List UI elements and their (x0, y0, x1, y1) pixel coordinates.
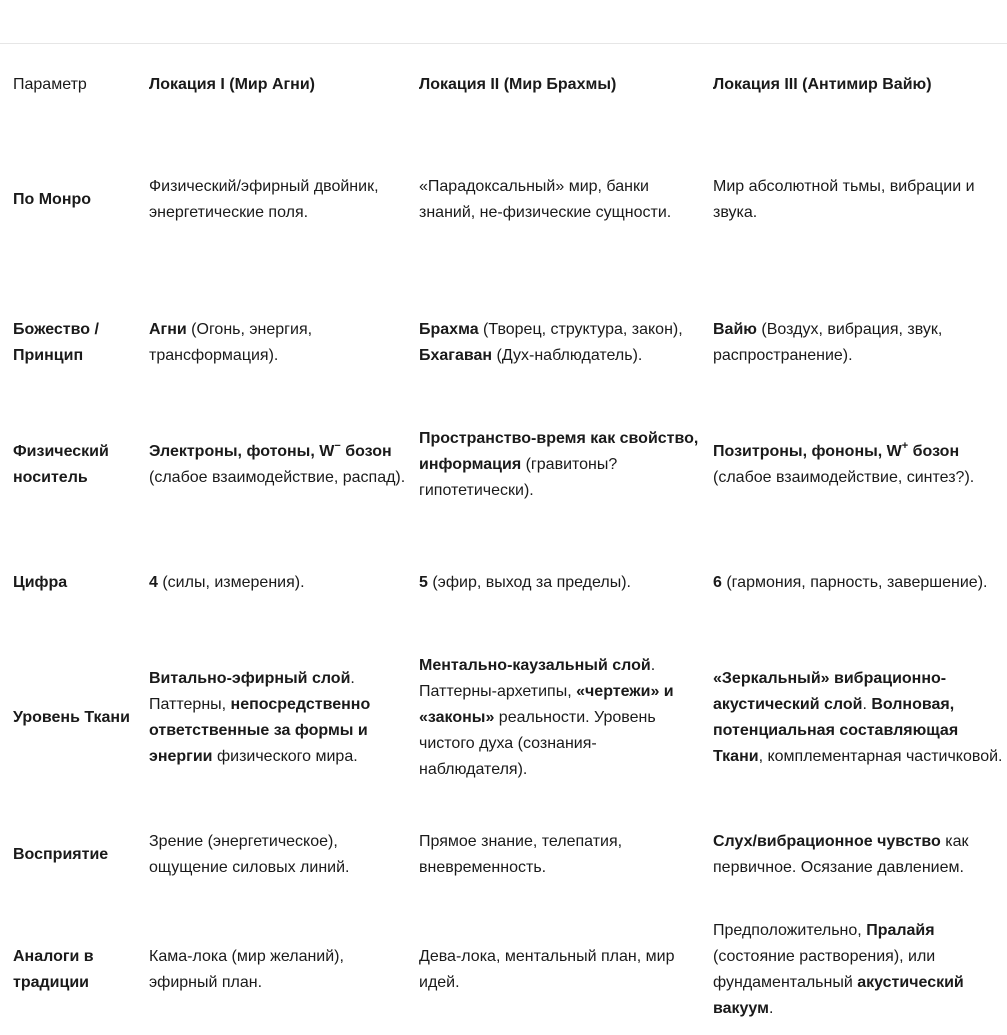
text-segment: (состояние растворения), или фундаментальный (713, 948, 936, 991)
header-location-1: Локация I (Мир Агни) (149, 76, 316, 93)
table-row (0, 630, 1007, 805)
superscript-text: − (334, 439, 341, 452)
text-segment: Дева-лока, ментальный план, мир идей. (419, 948, 675, 991)
table-row (0, 395, 1007, 535)
bold-text: 4 (149, 573, 158, 591)
text-segment: (Огонь, энергия, трансформация). (149, 320, 313, 364)
cell-location-3 (700, 630, 1007, 805)
bold-text: непосредственно ответственные за формы и энергии (149, 695, 371, 765)
bold-text: Бхагаван (419, 346, 493, 364)
text-segment: . Паттерны-архетипы, (419, 656, 656, 700)
bold-text: «Зеркальный» вибрационно-акустический слой (713, 669, 947, 713)
text-segment: (слабое взаимодействие, распад). (149, 469, 406, 486)
text-segment: как первичное. Осязание давлением. (713, 833, 969, 876)
cell-location-3 (700, 805, 1007, 905)
cell-location-3 (700, 905, 1007, 1035)
header-location-2: Локация II (Мир Брахмы) (419, 76, 617, 93)
cell-location-1 (136, 395, 406, 535)
top-divider (0, 43, 1007, 44)
text-segment: Кама-лока (мир желаний), эфирный план. (149, 948, 344, 991)
cell-location-2 (406, 290, 700, 395)
cell-location-3 (700, 110, 1007, 290)
table-row (0, 110, 1007, 290)
text-segment: , комплементарная частичковой. (758, 747, 1003, 765)
cell-location-3 (700, 395, 1007, 535)
bold-text: 6 (713, 573, 722, 591)
cell-location-1 (136, 905, 406, 1035)
text-segment: Предположительно, (713, 922, 867, 939)
text-segment: «Парадоксальный» мир, банки знаний, не-физические сущности. (419, 178, 672, 221)
text-segment: (слабое взаимодействие, синтез?). (713, 469, 975, 486)
cell-location-2 (406, 110, 700, 290)
bold-text: Электроны, фотоны, W (149, 443, 335, 460)
table-row (0, 805, 1007, 905)
bold-text: Волновая, потенциальная составляющая Ткани (713, 695, 959, 765)
bold-text: Ментально-каузальный слой (419, 656, 651, 674)
text-segment: (Воздух, вибрация, звук, распространение). (713, 320, 943, 364)
text-segment: . (768, 1000, 774, 1017)
cell-location-1 (136, 630, 406, 805)
bold-text: 5 (419, 573, 428, 591)
text-segment: (гармония, парность, завершение). (721, 573, 988, 591)
row-label: Божество / Принцип (13, 320, 99, 364)
text-segment: (силы, измерения). (157, 573, 305, 591)
bold-text: Витально-эфирный слой (149, 669, 351, 687)
text-segment: . (862, 695, 872, 713)
text-segment: Физический/эфирный двойник, энергетические поля. (149, 178, 379, 221)
cell-location-1 (136, 290, 406, 395)
table-row (0, 535, 1007, 630)
cell-location-3 (700, 290, 1007, 395)
bold-text: Вайю (713, 320, 757, 338)
cell-location-2 (406, 805, 700, 905)
bold-text: бозон (908, 443, 960, 460)
cell-location-3 (700, 535, 1007, 630)
table-row (0, 290, 1007, 395)
bold-text: Позитроны, фононы, W (713, 443, 902, 460)
table-row (0, 905, 1007, 1035)
comparison-table (0, 60, 1007, 1035)
text-segment: (Творец, структура, закон), (478, 320, 683, 338)
text-segment: физического мира. (212, 747, 358, 765)
row-label: Цифра (13, 573, 68, 591)
text-segment: Зрение (энергетическое), ощущение силовых линий. (149, 833, 350, 876)
row-label: Восприятие (13, 846, 109, 863)
cell-location-2 (406, 535, 700, 630)
text-segment: (Дух-наблюдатель). (492, 346, 643, 364)
text-segment: Мир абсолютной тьмы, вибрации и звука. (713, 178, 975, 221)
text-segment: . Паттерны, (149, 669, 355, 713)
row-label: Физический носитель (13, 443, 109, 486)
superscript-text: + (901, 439, 909, 452)
row-label: Аналоги в традиции (13, 948, 94, 991)
header-location-3: Локация III (Антимир Вайю) (713, 76, 932, 93)
bold-text: Слух/вибрационное чувство (713, 833, 941, 850)
bold-text: Пространство-время как свойство, информация (419, 430, 699, 473)
bold-text: акустический вакуум (713, 974, 964, 1017)
text-segment: (эфир, выход за пределы). (427, 573, 631, 591)
bold-text: бозон (340, 443, 392, 460)
bold-text: «чертежи» и «законы» (419, 682, 674, 726)
bold-text: Брахма (419, 320, 479, 338)
text-segment: реальности. Уровень чистого духа (сознания-наблюдателя). (419, 708, 656, 778)
row-label: По Монро (13, 191, 92, 208)
table-header-row (0, 60, 1007, 110)
row-label: Уровень Ткани (13, 708, 130, 726)
cell-location-1 (136, 535, 406, 630)
bold-text: Агни (149, 320, 187, 338)
header-param: Параметр (13, 76, 87, 93)
text-segment: Прямое знание, телепатия, вневременность. (419, 833, 623, 876)
cell-location-1 (136, 805, 406, 905)
text-segment: (гравитоны? гипотетически). (419, 456, 618, 499)
bold-text: Пралайя (866, 922, 935, 939)
cell-location-2 (406, 905, 700, 1035)
cell-location-2 (406, 630, 700, 805)
cell-location-2 (406, 395, 700, 535)
cell-location-1 (136, 110, 406, 290)
